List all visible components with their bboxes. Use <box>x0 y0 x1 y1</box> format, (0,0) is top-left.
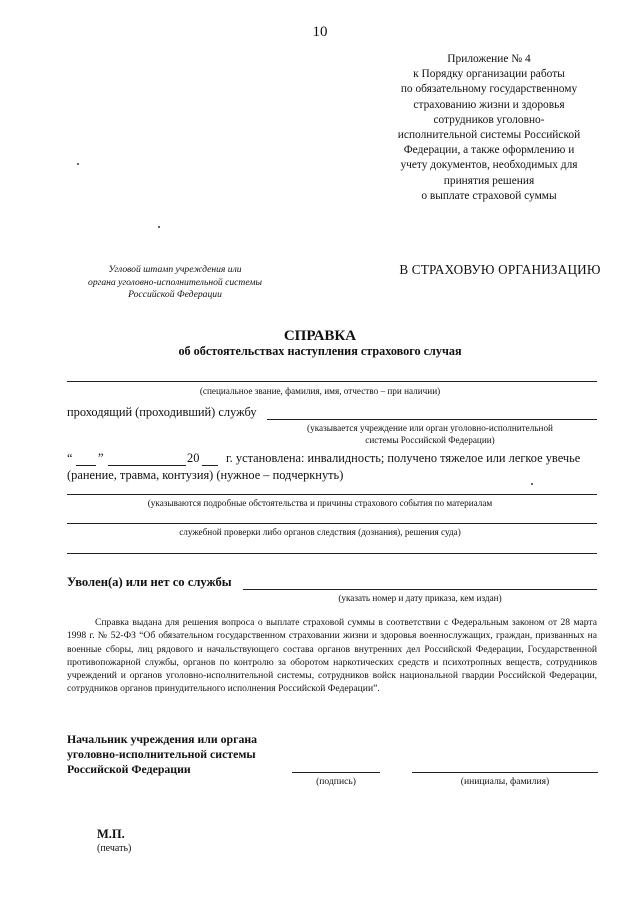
legal-basis-paragraph <box>67 616 597 696</box>
appendix-line: принятия решения <box>443 174 535 187</box>
date-month-line[interactable] <box>108 465 186 466</box>
investigation-caption: служебной проверки либо органов следствия (дознания), решения суда) <box>179 527 461 537</box>
dismissed-field-line[interactable] <box>243 589 597 590</box>
service-caption-line: системы Российской Федерации) <box>365 435 495 445</box>
stamp-line: Угловой штамп учреждения или <box>108 264 242 275</box>
circumstances-caption: (указываются подробные обстоятельства и причины страхового события по материалам <box>147 498 493 508</box>
service-field-line[interactable] <box>267 419 597 420</box>
recipient: В СТРАХОВУЮ ОРГАНИЗАЦИЮ <box>399 262 601 277</box>
stamp-line: Российской Федерации <box>128 289 222 300</box>
appendix-line: о выплате страховой суммы <box>421 189 557 202</box>
appendix-header <box>370 52 608 204</box>
date-year-prefix: 20 <box>187 451 200 465</box>
appendix-line: сотрудников уголовно- <box>433 113 545 126</box>
scan-speck <box>531 483 533 485</box>
order-caption: (указать номер и дату приказа, кем издан) <box>338 593 502 603</box>
appendix-line: Федерации, а также оформлению и <box>403 144 575 157</box>
injury-text: (ранение, травма, контузия) (нужное – подчеркнуть) <box>67 468 344 482</box>
scan-speck <box>77 163 79 165</box>
name-caption: (специальное звание, фамилия, имя, отчество – при наличии) <box>199 386 441 396</box>
document-subtitle: об обстоятельствах наступления страхового случая <box>178 344 462 358</box>
initials-caption: (инициалы, фамилия) <box>460 776 550 787</box>
scan-speck <box>158 226 160 228</box>
established-text: г. установлена: инвалидность; получено тяжелое или легкое увечье <box>226 451 581 465</box>
circumstances-line-2[interactable] <box>67 523 597 524</box>
corner-stamp-caption <box>62 264 288 302</box>
appendix-line: по обязательному государственному <box>400 83 578 96</box>
date-year-line[interactable] <box>202 465 218 466</box>
appendix-line: страхованию жизни и здоровья <box>413 98 565 111</box>
circumstances-line-3[interactable] <box>67 553 597 554</box>
signature-line[interactable] <box>292 772 380 773</box>
service-label: проходящий (проходивший) службу <box>67 405 257 419</box>
service-caption-line: (указывается учреждение или орган уголовно-исполнительной <box>307 423 553 433</box>
stamp-line: органа уголовно-исполнительной системы <box>88 276 262 288</box>
circumstances-line[interactable] <box>67 494 597 495</box>
appendix-line: к Порядку организации работы <box>413 68 565 81</box>
appendix-line: Приложение № 4 <box>447 53 531 65</box>
head-line: уголовно-исполнительной системы <box>67 747 256 761</box>
date-quote-open: “ <box>67 451 73 465</box>
date-quote-close: ” <box>98 451 104 465</box>
head-line: Начальник учреждения или органа <box>67 732 258 746</box>
head-of-institution <box>67 732 257 777</box>
dismissed-label: Уволен(а) или нет со службы <box>67 575 232 589</box>
appendix-line: учету документов, необходимых для <box>400 159 578 172</box>
appendix-line: исполнительной системы Российской <box>397 129 581 142</box>
name-initials-line[interactable] <box>412 772 598 773</box>
page-number: 10 <box>312 24 328 40</box>
document-title: СПРАВКА <box>283 328 357 344</box>
date-day-line[interactable] <box>76 465 96 466</box>
service-caption <box>270 422 590 446</box>
name-field-line[interactable] <box>67 381 597 382</box>
head-line: Российской Федерации <box>67 762 191 776</box>
seal-label: М.П. <box>97 827 125 841</box>
legal-basis-text: Справка выдана для решения вопроса о выплате страховой суммы в соответствии с Федеральным законом от 28 марта 1998 г. № 52-ФЗ “Об обязательном государственном страховании жизни и здоровья военнослужащих, граждан, призванных на военные сборы, лиц рядового и начальствующего состава органов внутренних дел Российской Федерации, Государственной противопожарной службы, органов по контролю за оборотом наркотических средств и психотропных веществ, сотрудников учреждений и органов уголовно-исполнительной системы, сотрудников войск национальной гвардии Российской Федерации, сотрудников органов принудительного исполнения Российской Федерации”. <box>67 617 597 695</box>
seal-caption: (печать) <box>97 843 132 854</box>
signature-caption: (подпись) <box>316 776 356 787</box>
